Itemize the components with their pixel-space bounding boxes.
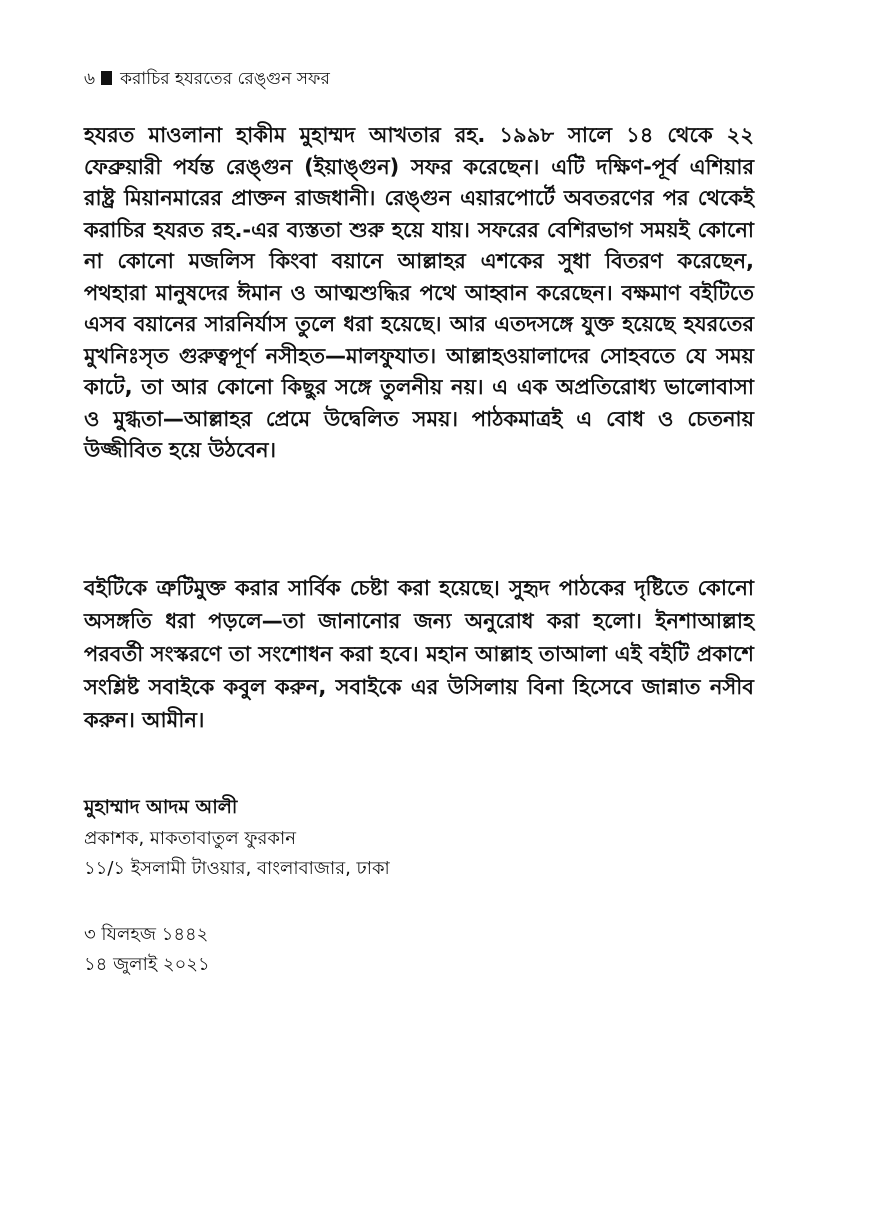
- hijri-date: ৩ যিলহজ ১৪৪২: [84, 924, 209, 945]
- publisher-role: প্রকাশক, মাকতাবাতুল ফুরকান: [84, 828, 296, 849]
- signature-block: [84, 790, 684, 884]
- date-block: [84, 920, 210, 980]
- header-square-marker: [101, 71, 112, 85]
- preface-paragraph-request: বইটিকে ত্রুটিমুক্ত করার সার্বিক চেষ্টা করা হয়েছে। সুহৃদ পাঠকের দৃষ্টিতে কোনো অসঙ্গতি ধরা পড়লে—তা জানানোর জন্য অনুরোধ করা হলো। ইনশাআল্লাহ পরবর্তী সংস্করণে তা সংশোধন করা হবে। মহান আল্লাহ তাআলা এই বইটি প্রকাশে সংশ্লিষ্ট সবাইকে কবুল করুন, সবাইকে এর উসিলায় বিনা হিসেবে জান্নাত নসীব করুন। আমীন।: [84, 576, 754, 732]
- author-name: মুহাম্মাদ আদম আলী: [84, 796, 238, 818]
- page-number: ৬: [84, 69, 96, 89]
- publisher-address: ১১/১ ইসলামী টাওয়ার, বাংলাবাজার, ঢাকা: [84, 858, 390, 879]
- running-header: [84, 68, 330, 90]
- book-title: করাচির হযরতের রেঙ্গুন সফর: [120, 69, 330, 89]
- preface-paragraph-intro: হযরত মাওলানা হাকীম মুহাম্মদ আখতার রহ. ১৯৯৮ সালে ১৪ থেকে ২২ ফেব্রুয়ারী পর্যন্ত রেঙ্গুন (ইয়াঙ্গুন) সফর করেছেন। এটি দক্ষিণ-পূর্ব এশিয়ার রাষ্ট্র মিয়ানমারের প্রাক্তন রাজধানী। রেঙ্গুন এয়ারপোর্টে অবতরণের পর থেকেই করাচির হযরত রহ.-এর ব্যস্ততা শুরু হয়ে যায়। সফরের বেশিরভাগ সময়ই কোনো না কোনো মজলিস কিংবা বয়ানে আল্লাহর এশকের সুধা বিতরণ করেছেন, পথহারা মানুষদের ঈমান ও আত্মশুদ্ধির পথে আহ্বান করেছেন। বক্ষমাণ বইটিতে এসব বয়ানের সারনির্যাস তুলে ধরা হয়েছে। আর এতদসঙ্গে যুক্ত হয়েছে হযরতের মুখনিঃসৃত গুরুত্বপূর্ণ নসীহত—মালফুযাত। আল্লাহওয়ালাদের সোহবতে যে সময় কাটে, তা আর কোনো কিছুর সঙ্গে তুলনীয় নয়। এ এক অপ্রতিরোধ্য ভালোবাসা ও মুগ্ধতা—আল্লাহর প্রেমে উদ্বেলিত সময়। পাঠকমাত্রই এ বোধ ও চেতনায় উজ্জীবিত হয়ে উঠবেন।: [84, 123, 754, 462]
- gregorian-date: ১৪ জুলাই ২০২১: [84, 954, 210, 975]
